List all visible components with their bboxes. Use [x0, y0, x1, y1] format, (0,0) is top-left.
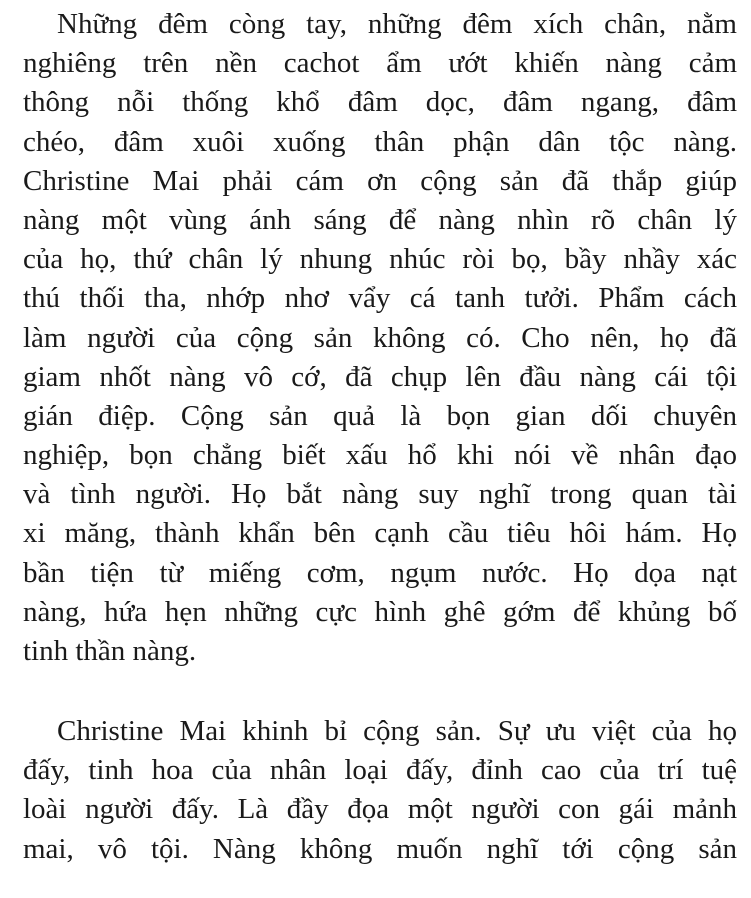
text-line: thông nỗi thống khổ đâm dọc, đâm ngang, đâm — [23, 86, 737, 119]
text-line: thú thối tha, nhớp nhơ vẩy cá tanh tưởi. Phẩm cách — [23, 282, 737, 315]
text-line: Những đêm còng tay, những đêm xích chân, nằm — [57, 8, 737, 40]
text-line: tinh thần nàng. — [23, 635, 197, 667]
text-line: chéo, đâm xuôi xuống thân phận dân tộc nàng. — [23, 125, 737, 158]
text-line: Christine Mai phải cám ơn cộng sản đã thắp giúp — [23, 164, 737, 197]
text-line: mai, vô tội. Nàng không muốn nghĩ tới cộng sản — [23, 832, 737, 865]
text-line: xi măng, thành khẩn bên cạnh cầu tiêu hôi hám. Họ — [23, 517, 737, 550]
text-line: bần tiện từ miếng cơm, ngụm nước. Họ dọa nạt — [23, 556, 737, 589]
text-line: và tình người. Họ bắt nàng suy nghĩ trong quan tài — [23, 478, 737, 511]
text-line: loài người đấy. Là đầy đọa một người con gái mảnh — [23, 793, 737, 826]
text-line: của họ, thứ chân lý nhung nhúc ròi bọ, bầy nhầy xác — [23, 243, 737, 276]
text-line: nghiêng trên nền cachot ẩm ướt khiến nàng cảm — [23, 47, 737, 80]
text-line: gián điệp. Cộng sản quả là bọn gian dối chuyên — [23, 399, 737, 432]
paragraph-1 — [23, 5, 737, 671]
text-line: nghiệp, bọn chẳng biết xấu hổ khi nói về nhân đạo — [23, 439, 737, 472]
text-line: giam nhốt nàng vô cớ, đã chụp lên đầu nàng cái tội — [23, 360, 737, 393]
text-line: nàng, hứa hẹn những cực hình ghê gớm để khủng bố — [23, 595, 737, 628]
text-line: đấy, tinh hoa của nhân loại đấy, đỉnh cao của trí tuệ — [23, 754, 737, 787]
text-line: làm người của cộng sản không có. Cho nên, họ đã — [23, 321, 737, 354]
paragraph-2 — [23, 712, 737, 869]
text-line: Christine Mai khinh bỉ cộng sản. Sự ưu việt của họ — [57, 715, 737, 747]
text-line: nàng một vùng ánh sáng để nàng nhìn rõ chân lý — [23, 203, 737, 236]
